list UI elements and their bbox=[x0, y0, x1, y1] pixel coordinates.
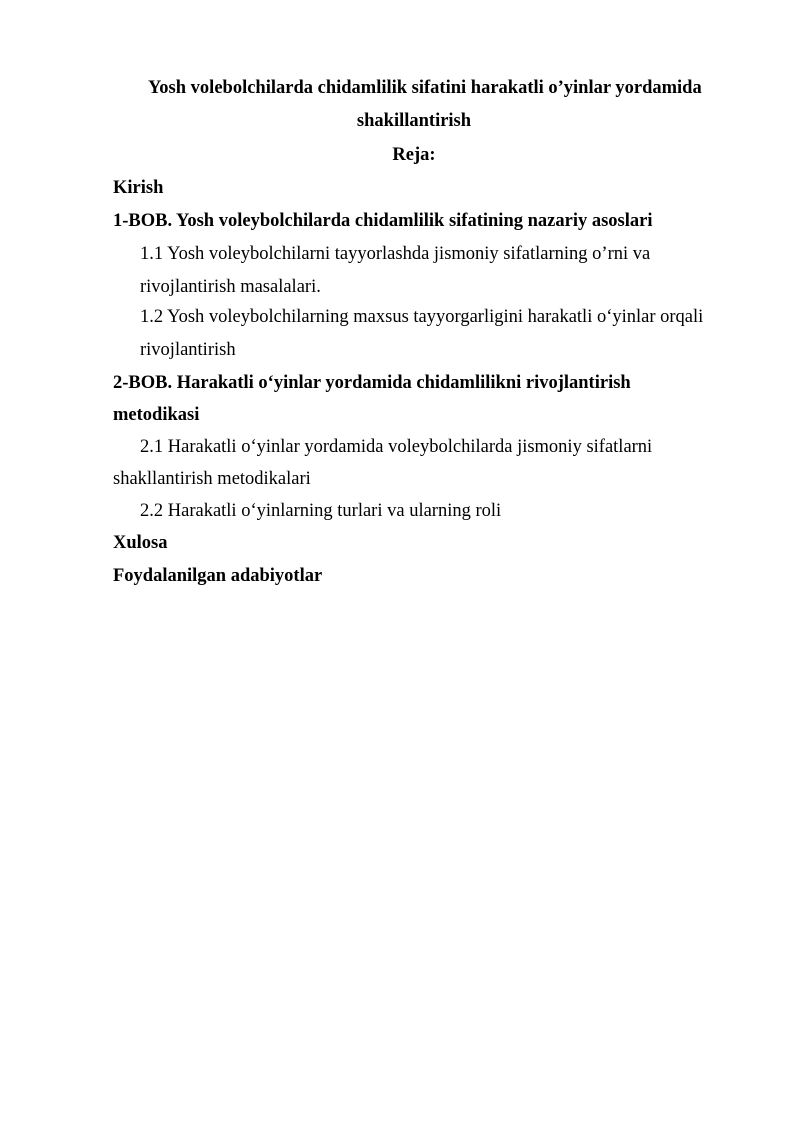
toc-section-1-2-line-1: 1.2 Yosh voleybolchilarning maxsus tayyorgarligini harakatli o‘yinlar orqali bbox=[140, 307, 704, 327]
toc-intro: Kirish bbox=[113, 178, 164, 198]
document-title-line-2: shakillantirish bbox=[356, 111, 472, 131]
toc-chapter-1-heading: 1-BOB. Yosh voleybolchilarda chidamlilik sifatining nazariy asoslari bbox=[113, 211, 653, 231]
toc-section-2-1-line-1: 2.1 Harakatli o‘yinlar yordamida voleybolchilarda jismoniy sifatlarni bbox=[140, 437, 653, 457]
plan-heading: Reja: bbox=[392, 145, 436, 165]
toc-chapter-2-heading-line-2: metodikasi bbox=[113, 405, 200, 425]
toc-conclusion: Xulosa bbox=[113, 533, 168, 553]
document-title-line-1: Yosh volebolchilarda chidamlilik sifatini harakatli o’yinlar yordamida bbox=[148, 78, 702, 98]
toc-section-2-1-line-2: shakllantirish metodikalari bbox=[113, 469, 311, 489]
toc-references: Foydalanilgan adabiyotlar bbox=[113, 566, 323, 586]
toc-section-1-1-line-2: rivojlantirish masalalari. bbox=[140, 277, 321, 297]
toc-section-1-2-line-2: rivojlantirish bbox=[140, 340, 236, 360]
toc-section-2-2: 2.2 Harakatli o‘yinlarning turlari va ularning roli bbox=[140, 501, 502, 521]
toc-chapter-2-heading-line-1: 2-BOB. Harakatli o‘yinlar yordamida chidamlilikni rivojlantirish bbox=[113, 373, 631, 393]
toc-section-1-1-line-1: 1.1 Yosh voleybolchilarni tayyorlashda jismoniy sifatlarning o’rni va bbox=[140, 244, 651, 264]
